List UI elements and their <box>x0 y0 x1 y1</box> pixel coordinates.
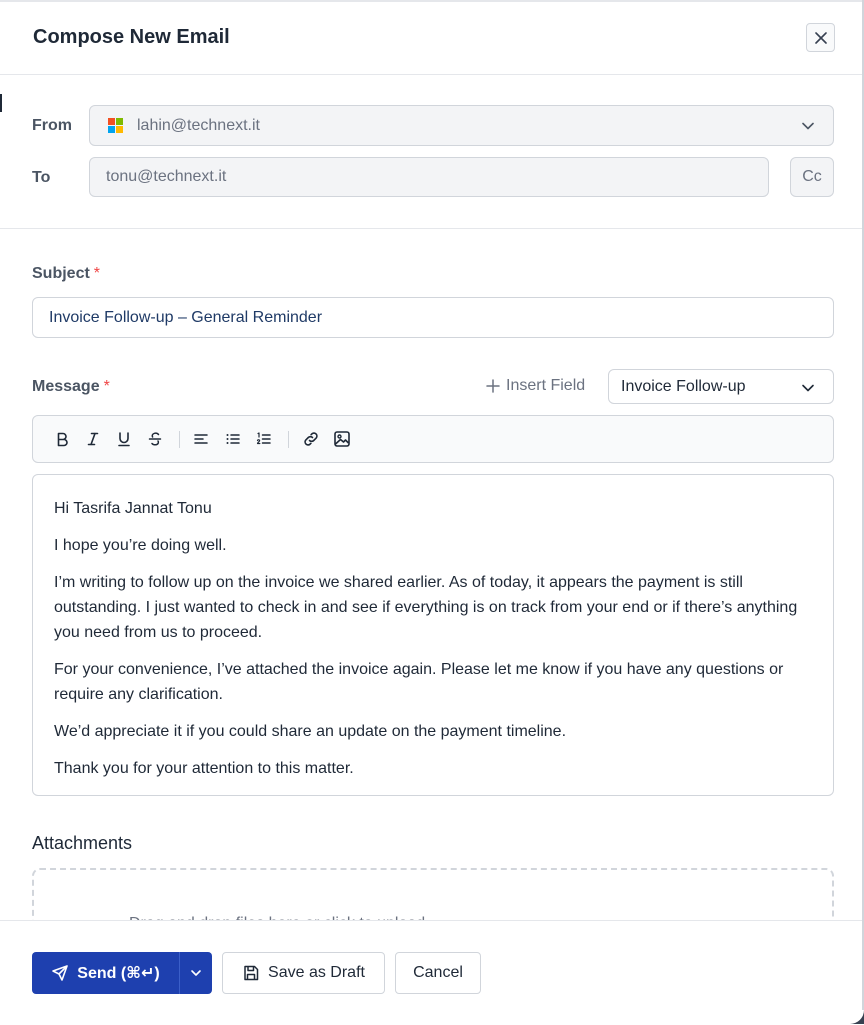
microsoft-logo-icon <box>108 118 123 133</box>
dialog-footer <box>0 920 862 1025</box>
message-paragraph: I hope you’re doing well. <box>54 537 227 554</box>
editor-toolbar <box>32 415 834 463</box>
toolbar-separator <box>288 431 289 448</box>
chevron-down-icon <box>801 119 815 133</box>
image-icon <box>333 430 351 448</box>
numbered-list-button[interactable] <box>253 428 275 450</box>
image-button[interactable] <box>331 428 353 450</box>
to-field[interactable] <box>89 157 769 197</box>
subject-value: Invoice Follow-up – General Reminder <box>49 308 323 326</box>
underline-button[interactable] <box>113 428 135 450</box>
subject-input[interactable] <box>32 297 834 338</box>
required-mark: * <box>103 378 110 395</box>
dialog-title: Compose New Email <box>33 26 230 48</box>
required-mark: * <box>93 265 101 282</box>
send-label: Send (⌘↵) <box>77 965 160 982</box>
send-button[interactable] <box>32 952 180 994</box>
to-label: To <box>32 169 51 186</box>
message-editor[interactable] <box>32 474 834 796</box>
attachment-dropzone[interactable] <box>32 868 834 928</box>
dialog-header <box>0 0 862 75</box>
background-edge-mark <box>0 94 2 112</box>
message-label-text: Message <box>32 378 100 395</box>
message-paragraph: Thank you for your attention to this matter. <box>54 760 354 777</box>
save-draft-label: Save as Draft <box>268 964 365 981</box>
cc-button[interactable]: Cc <box>790 157 834 197</box>
strikethrough-button[interactable] <box>144 428 166 450</box>
close-button[interactable] <box>806 23 835 52</box>
underline-icon <box>116 431 132 447</box>
attachments-label: Attachments <box>32 833 133 853</box>
bold-button[interactable] <box>51 428 73 450</box>
align-left-icon <box>193 431 209 447</box>
insert-field-label: Insert Field <box>506 377 586 394</box>
subject-label-text: Subject <box>32 265 90 282</box>
numbered-list-icon <box>256 431 272 447</box>
plus-icon <box>486 379 500 393</box>
italic-button[interactable] <box>82 428 104 450</box>
send-options-button[interactable] <box>180 952 211 994</box>
template-select[interactable] <box>608 369 834 404</box>
toolbar-separator <box>179 431 180 448</box>
strikethrough-icon <box>147 431 163 447</box>
link-button[interactable] <box>300 428 322 450</box>
section-divider <box>0 228 862 229</box>
message-label <box>32 378 110 396</box>
align-left-button[interactable] <box>190 428 212 450</box>
template-select-value: Invoice Follow-up <box>621 377 746 395</box>
message-paragraph: For your convenience, I’ve attached the invoice again. Please let me know if you have any questions or require any clarification. <box>54 661 784 703</box>
subject-label <box>32 265 100 283</box>
bullet-list-icon <box>225 431 241 447</box>
from-select[interactable] <box>89 105 834 146</box>
to-value: tonu@technext.it <box>106 168 227 185</box>
from-value: lahin@technext.it <box>137 116 260 134</box>
chevron-down-icon <box>801 381 815 395</box>
from-label: From <box>32 117 72 134</box>
message-paragraph: I’m writing to follow up on the invoice we shared earlier. As of today, it appears the payment is still outstanding. I just wanted to check in and see if everything is on track from your end or if there’s anything you need from us to proceed. <box>54 574 798 641</box>
insert-field-button[interactable] <box>486 377 585 395</box>
link-icon <box>302 430 320 448</box>
send-icon <box>51 964 69 982</box>
save-icon <box>242 964 260 982</box>
chevron-down-icon <box>190 967 202 979</box>
save-draft-button[interactable] <box>222 952 385 994</box>
send-button-group <box>32 952 212 994</box>
message-paragraph: We’d appreciate it if you could share an update on the payment timeline. <box>54 723 567 740</box>
italic-icon <box>85 431 101 447</box>
close-icon <box>815 32 827 44</box>
message-paragraph: Hi Tasrifa Jannat Tonu <box>54 500 212 517</box>
cancel-button[interactable]: Cancel <box>395 952 481 994</box>
bold-icon <box>54 431 70 447</box>
bullet-list-button[interactable] <box>222 428 244 450</box>
